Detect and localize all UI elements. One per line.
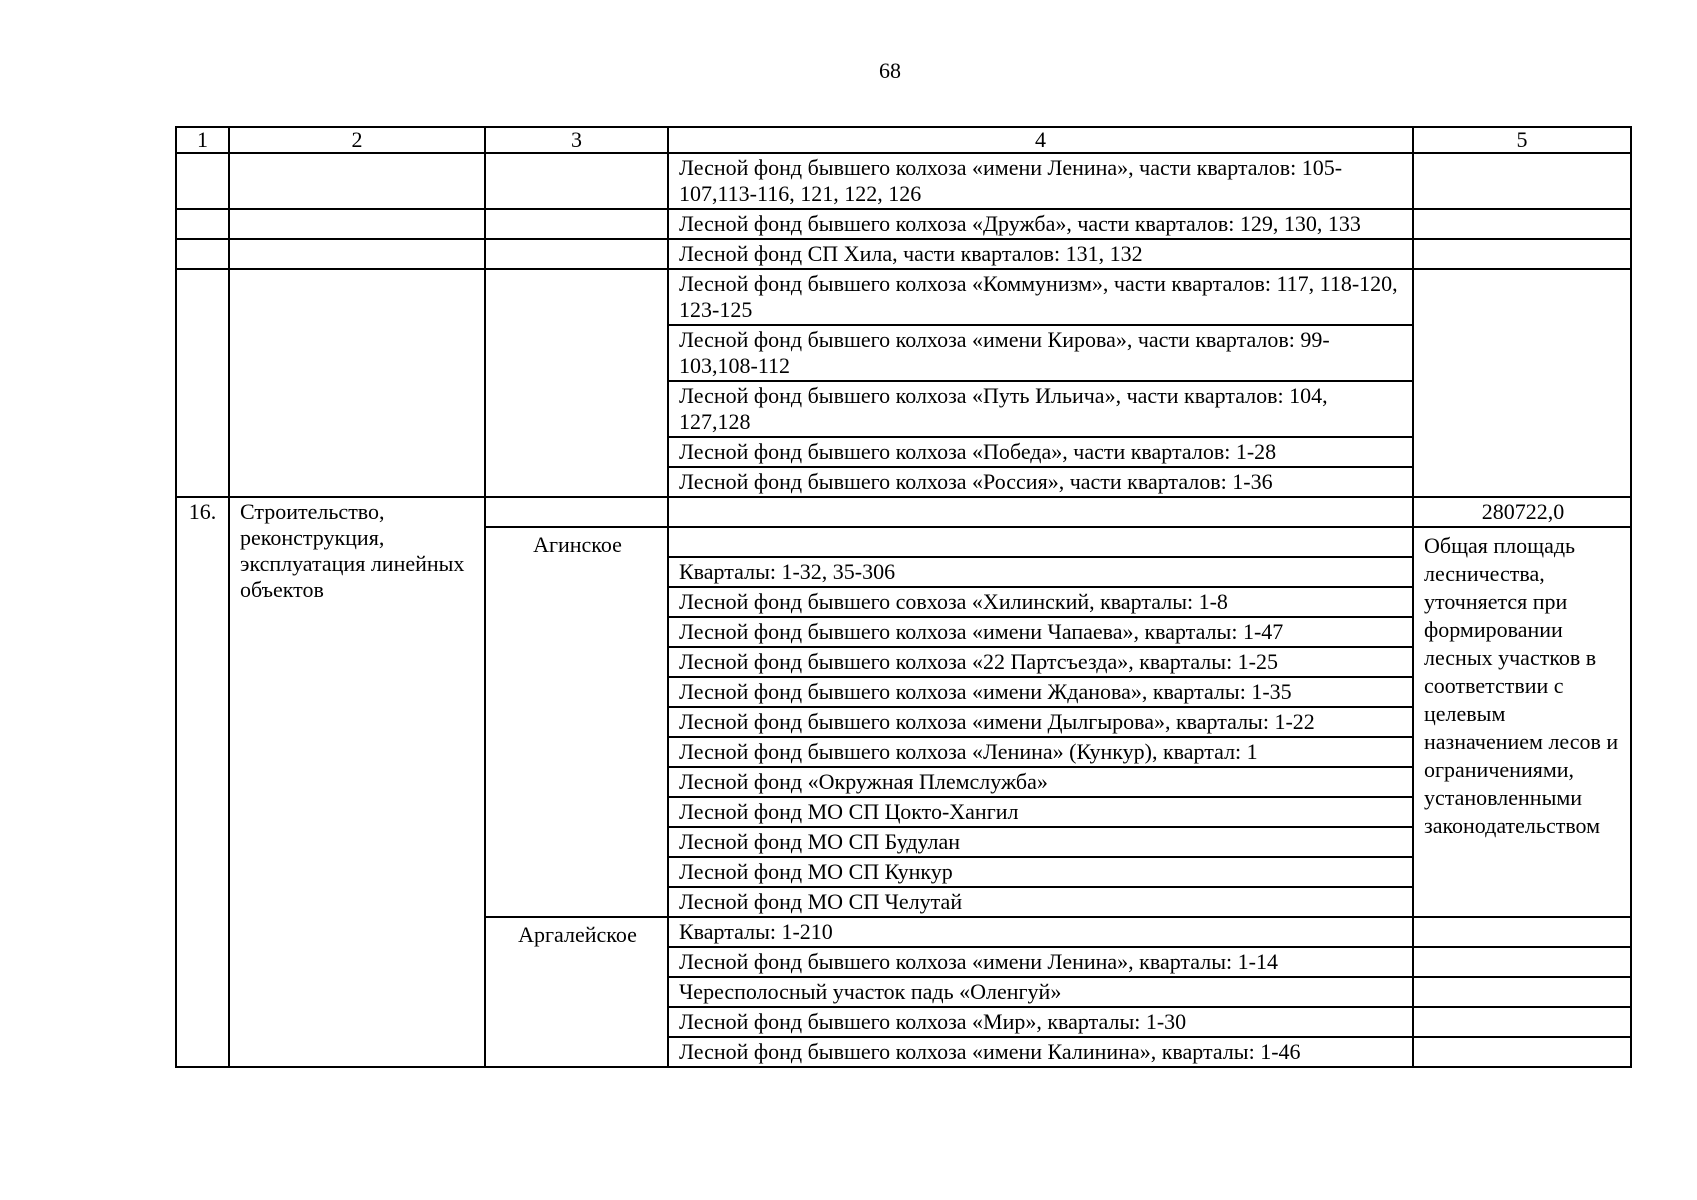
forestry-name-argaleyskoe: Аргалейское: [485, 917, 668, 1067]
forest-fund-cell: Лесной фонд МО СП Челутай: [668, 887, 1413, 917]
forest-fund-cell: Лесной фонд МО СП Будулан: [668, 827, 1413, 857]
forest-fund-cell: [668, 527, 1413, 557]
column-header-5: 5: [1413, 127, 1631, 153]
empty-cell: [485, 209, 668, 239]
empty-cell: [1413, 917, 1631, 947]
section-number: 16.: [176, 497, 229, 1067]
forest-fund-cell: Лесной фонд бывшего колхоза «Коммунизм», части кварталов: 117, 118-120, 123-125: [668, 269, 1413, 325]
section-name: Строительство, реконструкция, эксплуатация линейных объектов: [229, 497, 485, 1067]
empty-cell: [176, 269, 229, 497]
empty-cell: [668, 497, 1413, 527]
empty-cell: [485, 269, 668, 497]
forest-fund-cell: Кварталы: 1-32, 35-306: [668, 557, 1413, 587]
forest-fund-cell: Лесной фонд бывшего колхоза «Мир», кварталы: 1-30: [668, 1007, 1413, 1037]
forest-fund-cell: Лесной фонд «Окружная Племслужба»: [668, 767, 1413, 797]
forest-fund-cell: Лесной фонд бывшего колхоза «имени Ленина», части кварталов: 105-107,113-116, 121, 122, 126: [668, 153, 1413, 209]
empty-cell: [1413, 977, 1631, 1007]
forest-fund-cell: Лесной фонд СП Хила, части кварталов: 131, 132: [668, 239, 1413, 269]
page-number: 68: [879, 58, 901, 83]
table-row: [176, 209, 1631, 239]
header-row: [176, 127, 1631, 153]
column-header-3: 3: [485, 127, 668, 153]
forest-fund-cell: Лесной фонд бывшего колхоза «Россия», части кварталов: 1-36: [668, 467, 1413, 497]
section-area: 280722,0: [1413, 497, 1631, 527]
forest-fund-cell: Лесной фонд бывшего колхоза «имени Калинина», кварталы: 1-46: [668, 1037, 1413, 1067]
empty-cell: [229, 153, 485, 209]
empty-cell: [229, 269, 485, 497]
forestry-name-aginskoe: Агинское: [485, 527, 668, 917]
empty-cell: [1413, 239, 1631, 269]
table-row: [176, 269, 1631, 325]
table-row: [176, 239, 1631, 269]
empty-cell: [1413, 269, 1631, 497]
empty-cell: [1413, 209, 1631, 239]
column-header-4: 4: [668, 127, 1413, 153]
column-header-1: 1: [176, 127, 229, 153]
forest-fund-cell: Лесной фонд бывшего колхоза «имени Дылгырова», кварталы: 1-22: [668, 707, 1413, 737]
forest-fund-cell: Лесной фонд МО СП Кункур: [668, 857, 1413, 887]
column-header-2: 2: [229, 127, 485, 153]
forest-fund-cell: Лесной фонд бывшего колхоза «имени Кирова», части кварталов: 99-103,108-112: [668, 325, 1413, 381]
forest-fund-cell: Лесной фонд МО СП Цокто-Хангил: [668, 797, 1413, 827]
empty-cell: [1413, 1037, 1631, 1067]
forest-fund-cell: Лесной фонд бывшего колхоза «Дружба», части кварталов: 129, 130, 133: [668, 209, 1413, 239]
forest-fund-cell: Лесной фонд бывшего совхоза «Хилинский, кварталы: 1-8: [668, 587, 1413, 617]
forest-fund-cell: Лесной фонд бывшего колхоза «имени Чапаева», кварталы: 1-47: [668, 617, 1413, 647]
forest-fund-cell: Лесной фонд бывшего колхоза «имени Ленина», кварталы: 1-14: [668, 947, 1413, 977]
forest-fund-cell: Лесной фонд бывшего колхоза «Победа», части кварталов: 1-28: [668, 437, 1413, 467]
forest-fund-cell: Лесной фонд бывшего колхоза «Ленина» (Кункур), квартал: 1: [668, 737, 1413, 767]
empty-cell: [1413, 153, 1631, 209]
empty-cell: [1413, 947, 1631, 977]
forest-table: [175, 126, 1632, 1068]
empty-cell: [176, 153, 229, 209]
forest-fund-cell: Чересполосный участок падь «Оленгуй»: [668, 977, 1413, 1007]
empty-cell: [485, 239, 668, 269]
empty-cell: [176, 239, 229, 269]
section-row: [176, 497, 1631, 527]
table-row: [176, 153, 1631, 209]
forest-fund-cell: Кварталы: 1-210: [668, 917, 1413, 947]
empty-cell: [176, 209, 229, 239]
empty-cell: [1413, 1007, 1631, 1037]
empty-cell: [229, 239, 485, 269]
section-note: Общая площадь лесничества, уточняется при формировании лесных участков в соответствии с целевым назначением лесов и ограничениями, установленными законодательством: [1413, 527, 1631, 917]
forest-fund-cell: Лесной фонд бывшего колхоза «Путь Ильича», части кварталов: 104, 127,128: [668, 381, 1413, 437]
empty-cell: [485, 153, 668, 209]
forest-fund-cell: Лесной фонд бывшего колхоза «22 Партсъезда», кварталы: 1-25: [668, 647, 1413, 677]
empty-cell: [229, 209, 485, 239]
empty-cell: [485, 497, 668, 527]
forest-fund-cell: Лесной фонд бывшего колхоза «имени Жданова», кварталы: 1-35: [668, 677, 1413, 707]
